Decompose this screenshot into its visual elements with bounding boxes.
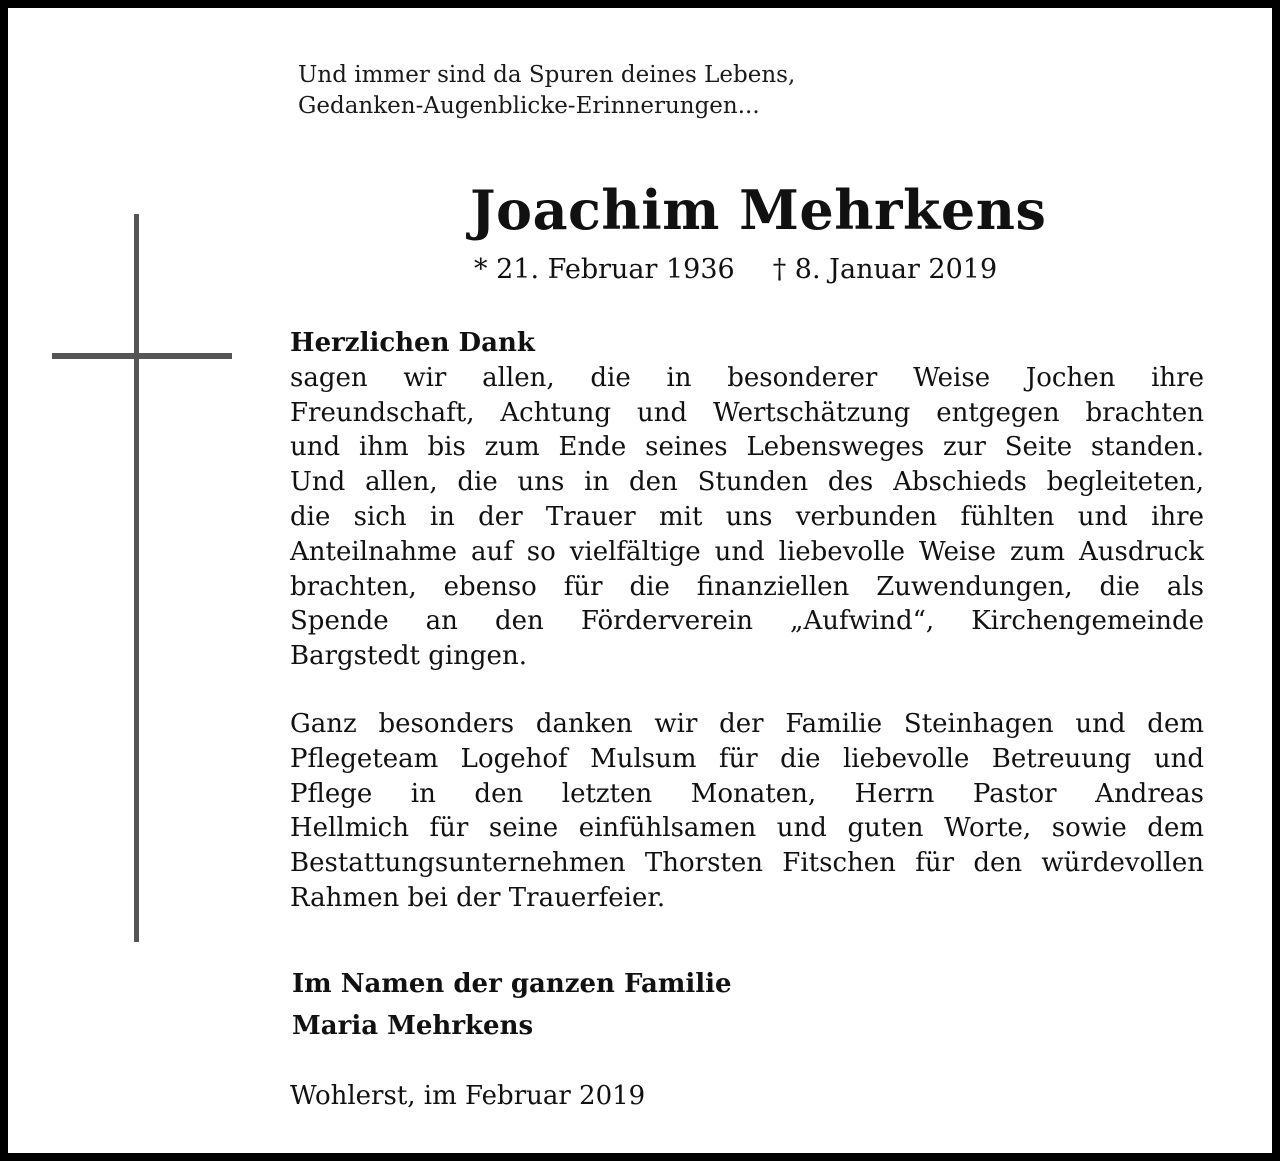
text-line: Freundschaft, Achtung und Wertschätzung entgegen brachten: [290, 397, 1204, 428]
cross-icon-horizontal-bar: [52, 353, 232, 359]
text-line: die sich in der Trauer mit uns verbunden fühlten und ihre: [290, 501, 1204, 532]
text-line: Bargstedt gingen.: [290, 641, 527, 672]
text-line: sagen wir allen, die in besonderer Weise Jochen ihre: [290, 362, 1204, 393]
thanks-paragraph-1: [290, 361, 1204, 674]
cross-icon-vertical-bar: [134, 214, 139, 942]
motto-line: Und immer sind da Spuren deines Lebens,: [298, 62, 796, 88]
text-line: Bestattungsunternehmen Thorsten Fitschen für den würdevollen: [290, 848, 1204, 879]
thanks-text: [290, 326, 1204, 916]
text-line: Pflegeteam Logehof Mulsum für die liebevolle Betreuung und: [290, 743, 1204, 774]
thanks-heading: Herzlichen Dank: [290, 328, 535, 358]
text-line: Und allen, die uns in den Stunden des Abschieds begleiteten,: [290, 467, 1204, 498]
text-line: Anteilnahme auf so vielfältige und liebevolle Weise zum Ausdruck: [290, 536, 1204, 567]
text-line: Pflege in den letzten Monaten, Herrn Pastor Andreas: [290, 778, 1204, 809]
birth-date: * 21. Februar 1936: [474, 254, 735, 285]
text-line: brachten, ebenso für die finanziellen Zuwendungen, die als: [290, 571, 1204, 602]
signature-line: Im Namen der ganzen Familie: [292, 969, 732, 999]
text-line: Rahmen bei der Trauerfeier.: [290, 882, 666, 913]
place-and-date: Wohlerst, im Februar 2019: [290, 1081, 646, 1111]
motto: [298, 60, 795, 122]
signature: [292, 963, 732, 1047]
motto-line: Gedanken-Augenblicke-Erinnerungen...: [298, 93, 760, 119]
text-line: Spende an den Förderverein „Aufwind“, Kirchengemeinde: [290, 606, 1204, 637]
signature-name: Maria Mehrkens: [292, 1011, 534, 1041]
text-line: Hellmich für seine einfühlsamen und guten Worte, sowie dem: [290, 813, 1204, 844]
text-line: und ihm bis zum Ende seines Lebensweges zur Seite standen.: [290, 432, 1204, 463]
deceased-name: Joachim Mehrkens: [470, 178, 1047, 242]
text-line: Ganz besonders danken wir der Familie Steinhagen und dem: [290, 708, 1204, 739]
death-date: † 8. Januar 2019: [772, 254, 998, 285]
thanks-paragraph-2: [290, 707, 1204, 916]
life-dates: [474, 252, 997, 288]
